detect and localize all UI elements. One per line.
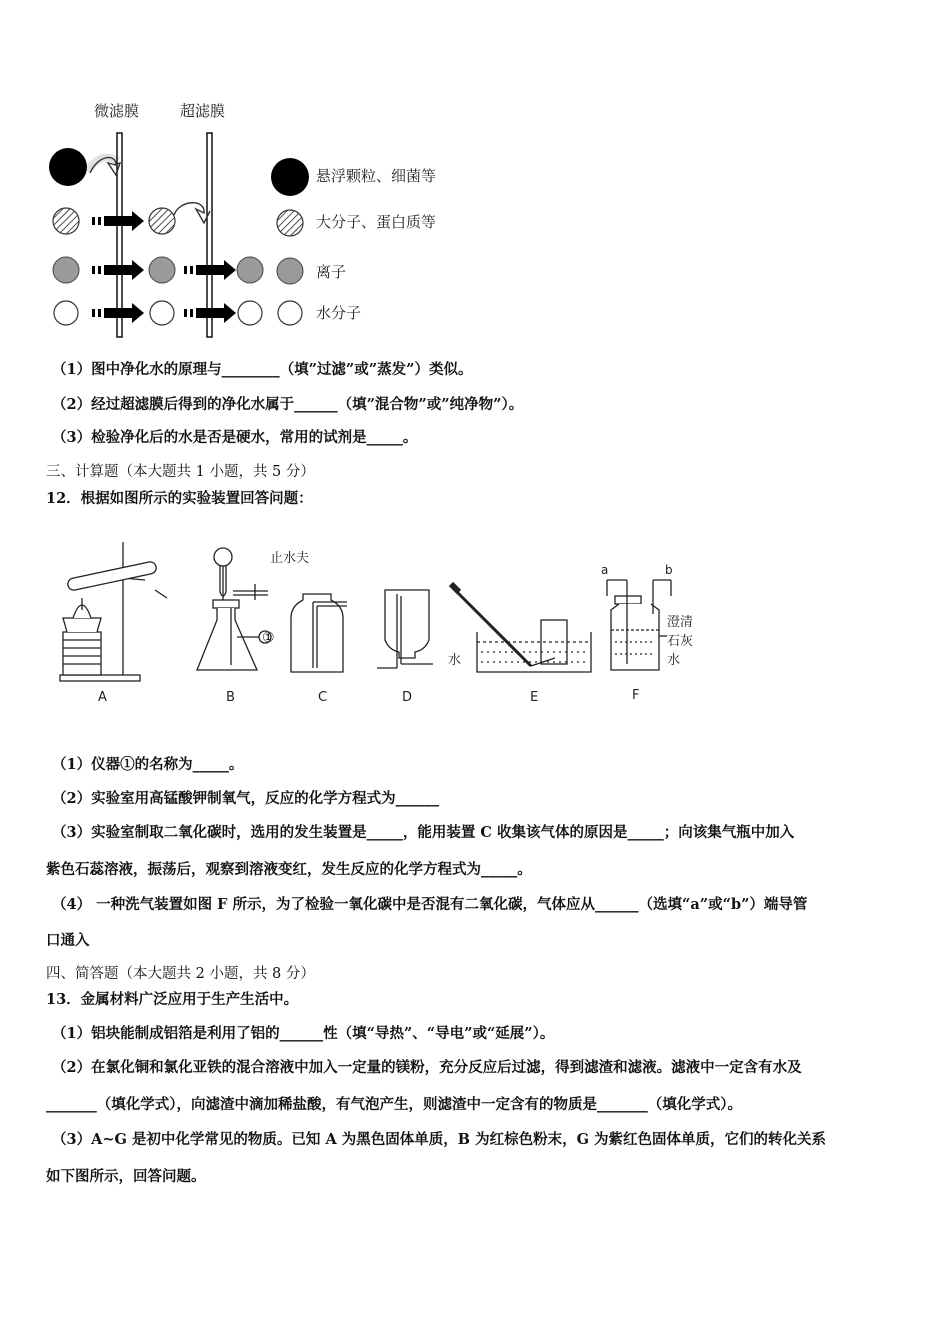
label-c: C — [318, 690, 328, 705]
label-limewater-3: 水 — [667, 653, 681, 668]
particle-water — [54, 301, 78, 325]
legend-icon-macromolecule — [277, 210, 303, 236]
q13-part1: （1）铝块能制成铝箔是利用了铝的______性（填“导热”、“导电”或“延展”）。 — [52, 1025, 555, 1042]
q11-part2: （2）经过超滤膜后得到的净化水属于______（填”混合物”或”纯净物”）。 — [52, 396, 524, 413]
label-part1: ① — [262, 630, 275, 646]
label-f: F — [632, 688, 640, 703]
q13-part3-line2: 如下图所示，回答问题。 — [46, 1168, 206, 1185]
q12-part4-line1: （4） 一种洗气装置如图 F 所示，为了检验一氧化碳中是否混有二氧化碳，气体应从______（选填“a”或“b”）端导管 — [52, 896, 808, 913]
apparatus-b — [197, 548, 271, 670]
q11-part3: （3）检验净化后的水是否是硬水，常用的试剂是_____。 — [52, 429, 418, 446]
membrane-figure — [40, 125, 340, 340]
particle-ion — [53, 257, 79, 283]
legend-macromolecule: 大分子、蛋白质等 — [316, 213, 437, 231]
label-a: A — [98, 690, 107, 705]
apparatus-figure — [55, 540, 705, 690]
label-port-a: a — [601, 563, 609, 577]
q13-stem: 13．金属材料广泛应用于生产生活中。 — [46, 991, 299, 1008]
q12-part4-line2: 口通入 — [46, 932, 90, 949]
label-ultrafiltration: 超滤膜 — [180, 102, 226, 120]
label-e: E — [530, 690, 539, 705]
section-4-heading: 四、简答题（本大题共 2 小题，共 8 分） — [46, 966, 315, 982]
legend-suspended: 悬浮颗粒、细菌等 — [316, 167, 437, 185]
q12-part3-line2: 紫色石蕊溶液，振荡后，观察到溶液变红，发生反应的化学方程式为_____。 — [46, 861, 532, 878]
q11-part1: （1）图中净化水的原理与________（填”过滤”或”蒸发”）类似。 — [52, 361, 473, 378]
apparatus-d — [377, 590, 433, 668]
q12-part2: （2）实验室用高锰酸钾制氧气，反应的化学方程式为______ — [52, 790, 440, 807]
q13-part3-line1: （3）A~G 是初中化学常见的物质。已知 A 为黑色固体单质，B 为红棕色粉末，G 为紫红色固体单质，它们的转化关系 — [52, 1131, 826, 1148]
q12-part1: （1）仪器①的名称为_____。 — [52, 756, 244, 773]
label-port-b: b — [665, 563, 673, 577]
q12-stem: 12．根据如图所示的实验装置回答问题： — [46, 490, 313, 507]
legend-icon-water — [278, 301, 302, 325]
legend-water: 水分子 — [316, 304, 362, 322]
apparatus-f — [607, 580, 671, 670]
label-d: D — [402, 690, 413, 705]
legend-icon-suspended — [271, 158, 309, 196]
legend-ion: 离子 — [316, 263, 347, 281]
section-3-heading: 三、计算题（本大题共 1 小题，共 5 分） — [46, 464, 315, 480]
particle-suspended — [49, 148, 87, 186]
membrane-ultra — [207, 133, 212, 337]
label-clamp: 止水夫 — [270, 551, 310, 566]
legend-icon-ion — [277, 258, 303, 284]
q13-part2-line1: （2）在氯化铜和氯化亚铁的混合溶液中加入一定量的镁粉，充分反应后过滤，得到滤渣和滤液。滤液中一定含有水及 — [52, 1059, 802, 1076]
apparatus-a — [60, 542, 167, 681]
apparatus-c — [291, 594, 347, 672]
q13-part2-line2: _______（填化学式），向滤渣中滴加稀盐酸，有气泡产生，则滤渣中一定含有的物质是_______（填化学式）。 — [46, 1096, 742, 1113]
q12-part3-line1: （3）实验室制取二氧化碳时，选用的发生装置是_____，能用装置 C 收集该气体的原因是_____；向该集气瓶中加入 — [52, 824, 795, 841]
particle-macromolecule — [53, 208, 79, 234]
apparatus-e — [451, 584, 591, 672]
label-b: B — [226, 690, 235, 705]
label-microfiltration: 微滤膜 — [94, 102, 140, 120]
label-water-e: 水 — [448, 653, 462, 668]
label-limewater-2: 石灰 — [667, 634, 694, 649]
label-limewater-1: 澄清 — [667, 615, 694, 630]
